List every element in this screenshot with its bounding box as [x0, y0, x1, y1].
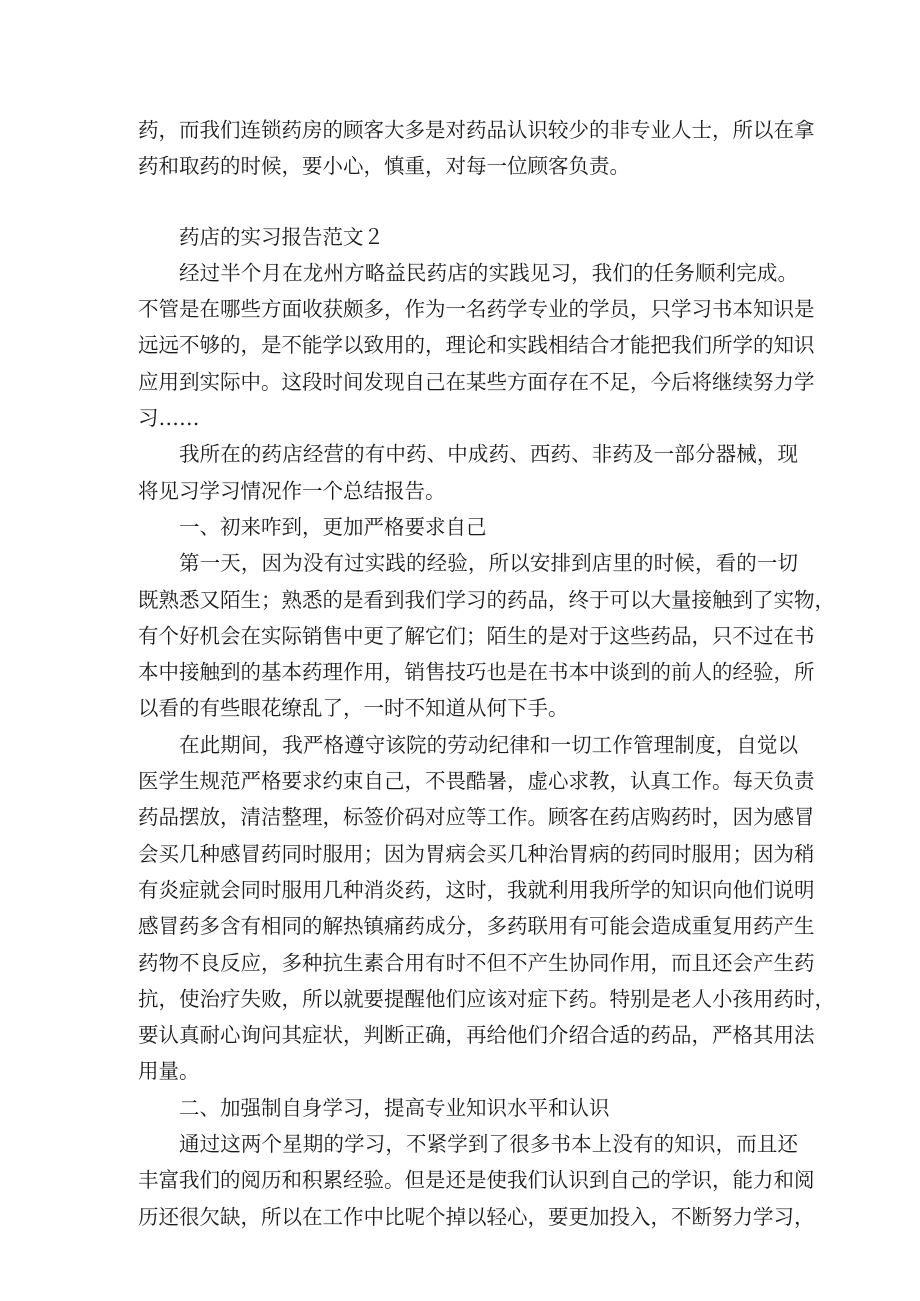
text-line: 有炎症就会同时服用几种消炎药，这时，我就利用我所学的知识向他们说明 [138, 877, 815, 902]
subheading [138, 509, 798, 545]
text-line: 抗，使治疗失败，所以就要提醒他们应该对症下药。特别是老人小孩用药时， [138, 986, 835, 1011]
text-line: 丰富我们的阅历和积累经验。但是还是使我们认识到自己的学识，能力和阅 [138, 1168, 815, 1193]
subheading [138, 1090, 798, 1126]
text-line: 历还很欠缺，所以在工作中比呢个掉以轻心，要更加投入，不断努力学习， [138, 1204, 815, 1229]
text-line: 要认真耐心询问其症状，判断正确，再给他们介绍合适的药品，严格其用法 [138, 1023, 815, 1048]
text-line: 通过这两个星期的学习，不紧学到了很多书本上没有的知识，而且还 [179, 1132, 798, 1157]
text-line: 以看的有些眼花缭乱了，一时不知道从何下手。 [138, 696, 569, 721]
text-line: 药和取药的时候，要小心，慎重，对每一位顾客负责。 [138, 154, 630, 179]
paragraph [138, 545, 835, 726]
subheading-line: 二、加强制自身学习，提高专业知识水平和认识 [179, 1095, 610, 1120]
paragraph [138, 727, 835, 1090]
text-line: 医学生规范严格要求约束自己，不畏酷暑，虚心求教，认真工作。每天负责 [138, 769, 815, 794]
text-line: 远远不够的，是不能学以致用的，理论和实践相结合才能把我们所学的知识 [138, 333, 815, 358]
text-line: 本中接触到的基本药理作用，销售技巧也是在书本中谈到的前人的经验，所 [138, 660, 815, 685]
section-title [138, 219, 798, 255]
text-line: 有个好机会在实际销售中更了解它们；陌生的是对于这些药品，只不过在书 [138, 623, 815, 648]
paragraph-continuation [138, 112, 815, 185]
text-line: 在此期间，我严格遵守该院的劳动纪律和一切工作管理制度，自觉以 [179, 732, 798, 757]
text-line: 会买几种感冒药同时服用；因为胃病会买几种治胃病的药同时服用；因为稍 [138, 841, 815, 866]
text-line: 应用到实际中。这段时间发现自己在某些方面存在不足，今后将继续努力学 [138, 369, 815, 394]
text-line: 习…… [138, 406, 200, 431]
text-line: 我所在的药店经营的有中药、中成药、西药、非药及一部分器械，现 [179, 442, 798, 467]
text-line: 既熟悉又陌生；熟悉的是看到我们学习的药品，终于可以大量接触到了实物， [138, 587, 835, 612]
text-line: 用量。 [138, 1059, 200, 1084]
text-line: 将见习学习情况作一个总结报告。 [138, 478, 446, 503]
text-line: 药，而我们连锁药房的顾客大多是对药品认识较少的非专业人士，所以在拿 [138, 118, 815, 142]
text-line: 经过半个月在龙州方略益民药店的实践见习，我们的任务顺利完成。 [179, 260, 798, 285]
text-line: 药物不良反应，多种抗生素合用有时不但不产生协同作用，而且还会产生药 [138, 950, 815, 975]
text-line: 感冒药多含有相同的解热镇痛药成分，多药联用有可能会造成重复用药产生 [138, 914, 815, 939]
paragraph [138, 255, 815, 436]
text-line: 不管是在哪些方面收获颇多，作为一名药学专业的学员，只学习书本知识是 [138, 297, 815, 322]
subheading-line: 一、初来咋到，更加严格要求自己 [179, 514, 487, 539]
paragraph [138, 436, 798, 509]
document-page [138, 112, 835, 1235]
paragraph [138, 1126, 815, 1235]
title-line: 药店的实习报告范文２ [179, 224, 384, 249]
text-line: 第一天，因为没有过实践的经验，所以安排到店里的时候，看的一切 [179, 551, 798, 576]
text-line: 药品摆放，清洁整理，标签价码对应等工作。顾客在药店购药时，因为感冒 [138, 805, 815, 830]
